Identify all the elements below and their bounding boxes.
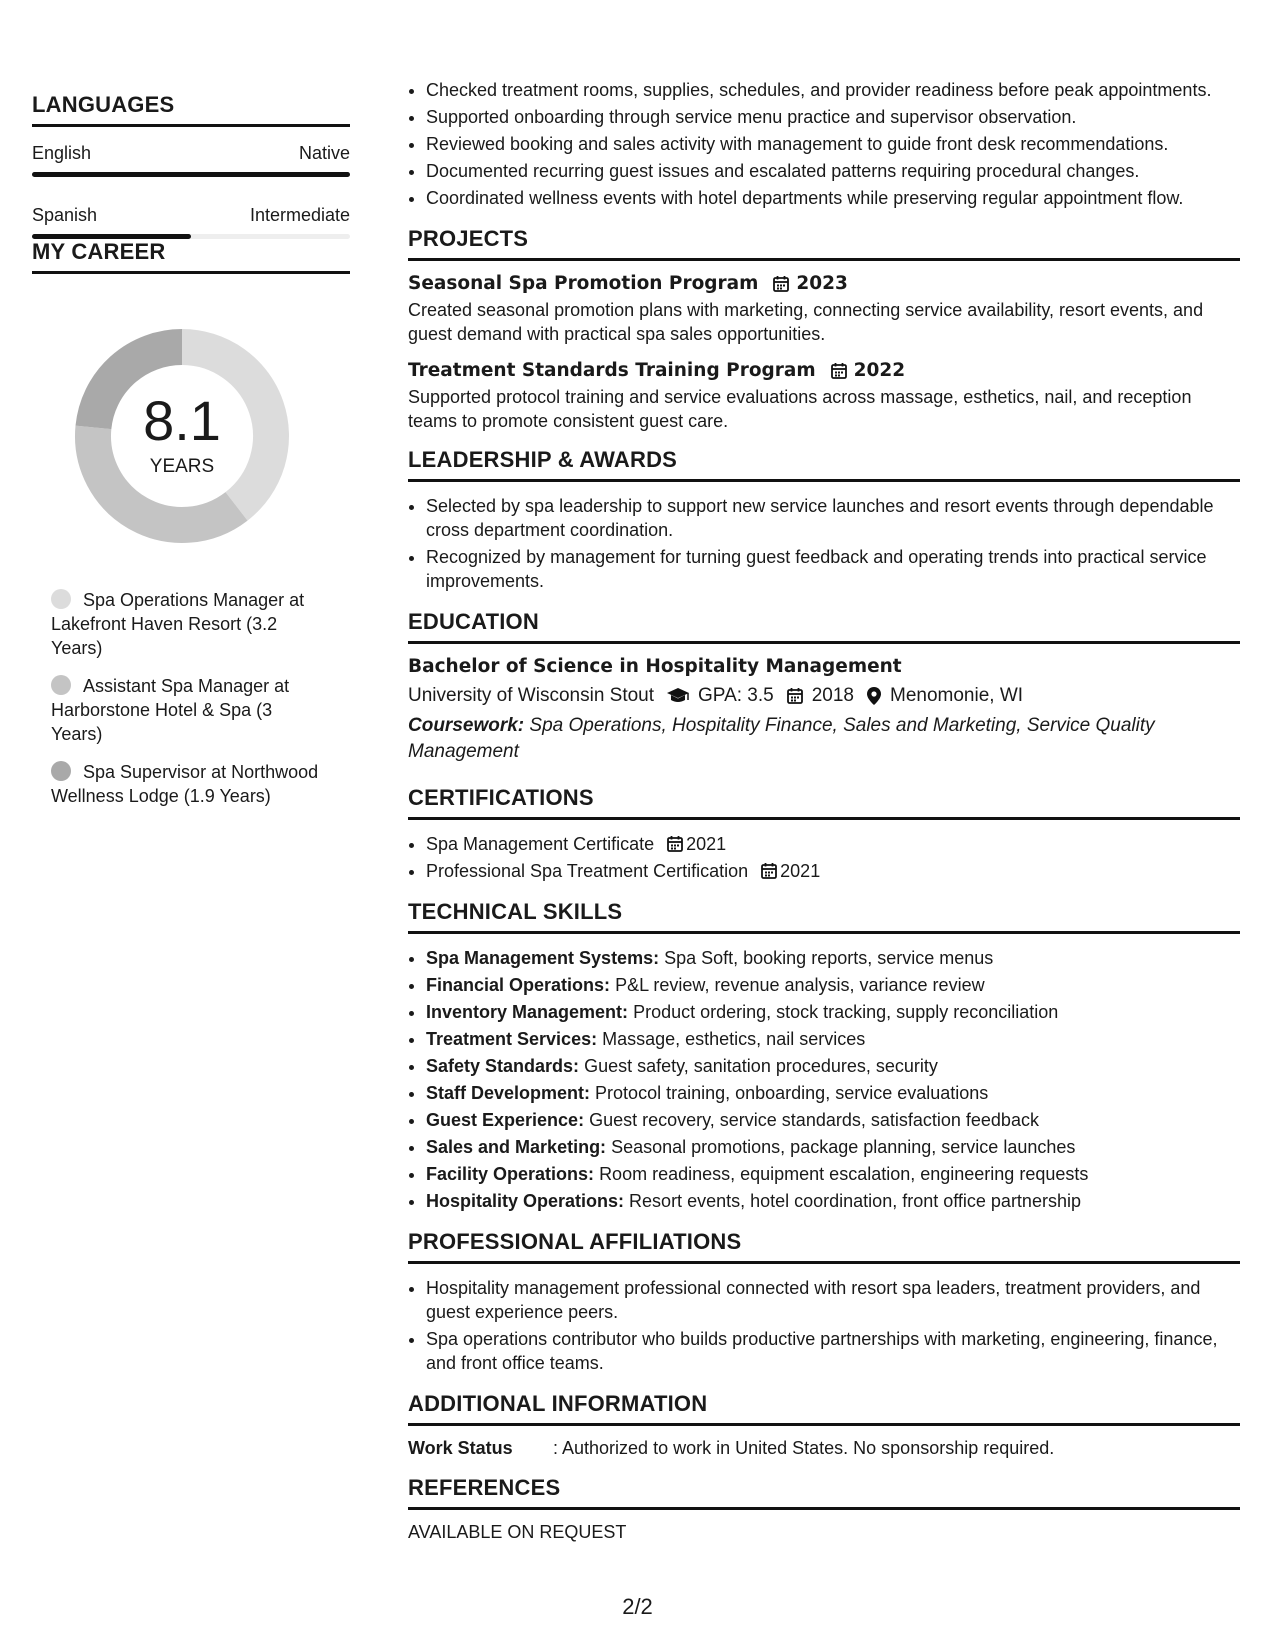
affiliation-item: • Spa operations contributor who builds productive partnerships with marketing, engineering, finance, and front office teams. xyxy=(426,1327,1240,1375)
work-status-value: : Authorized to work in United States. No sponsorship required. xyxy=(553,1438,1055,1458)
skill-item xyxy=(426,1054,1240,1078)
experience-bullet: • Coordinated wellness events with hotel departments while preserving regular appointment flow. xyxy=(426,186,1240,210)
legend-dot-icon xyxy=(51,675,71,695)
education-coursework xyxy=(408,713,1240,765)
skill-values: Room readiness, equipment escalation, engineering requests xyxy=(599,1164,1089,1184)
skill-values: Spa Soft, booking reports, service menus xyxy=(664,948,994,968)
certifications-list xyxy=(408,832,1240,883)
career-legend-item xyxy=(51,588,321,660)
skill-item xyxy=(426,1162,1240,1186)
education-gpa: GPA: 3.5 xyxy=(698,685,774,706)
additional-info-heading: ADDITIONAL INFORMATION xyxy=(408,1391,1240,1426)
skill-category: Treatment Services: xyxy=(426,1029,598,1049)
skill-item xyxy=(426,1000,1240,1024)
project-description: Supported protocol training and service evaluations across massage, esthetics, nail, and reception teams to promote consistent guest care. xyxy=(408,387,1192,431)
education-location: Menomonie, WI xyxy=(890,685,1024,706)
affiliations-list xyxy=(408,1276,1240,1375)
language-proficiency-fill xyxy=(32,172,350,177)
career-years-label: YEARS xyxy=(149,456,215,477)
references-heading: REFERENCES xyxy=(408,1475,1240,1510)
skills-heading: TECHNICAL SKILLS xyxy=(408,899,1240,934)
certifications-heading: CERTIFICATIONS xyxy=(408,785,1240,820)
work-status-label: Work Status xyxy=(408,1438,513,1458)
skill-category: Safety Standards: xyxy=(426,1056,580,1076)
graduation-cap-icon xyxy=(666,687,690,705)
skill-category: Sales and Marketing: xyxy=(426,1137,607,1157)
skill-item xyxy=(426,1189,1240,1213)
leadership-list xyxy=(408,494,1240,593)
career-legend-item xyxy=(51,760,321,808)
certification-year: 2021 xyxy=(780,861,821,881)
leadership-item: • Selected by spa leadership to support new service launches and resort events through dependable cross department coordination. xyxy=(426,494,1240,542)
legend-dot-icon xyxy=(51,761,71,781)
skill-item xyxy=(426,1027,1240,1051)
left-column xyxy=(32,92,350,822)
language-level: Native xyxy=(298,143,350,163)
skill-item xyxy=(426,946,1240,970)
coursework-list: Spa Operations, Hospitality Finance, Sales and Marketing, Service Quality Management xyxy=(408,715,1155,762)
skill-values: Product ordering, stock tracking, supply reconciliation xyxy=(633,1002,1059,1022)
career-total-years: 8.1 xyxy=(143,389,221,452)
skill-item xyxy=(426,973,1240,997)
career-donut xyxy=(64,318,300,554)
skill-category: Guest Experience: xyxy=(426,1110,585,1130)
language-proficiency-bar xyxy=(32,234,350,239)
language-level: Intermediate xyxy=(249,205,350,225)
project-name: Seasonal Spa Promotion Program xyxy=(408,273,759,294)
calendar-icon xyxy=(772,275,790,293)
language-name: Spanish xyxy=(32,205,98,225)
experience-bullet: • Supported onboarding through service menu practice and supervisor observation. xyxy=(426,105,1240,129)
calendar-icon xyxy=(760,862,778,880)
career-role: Assistant Spa Manager at Harborstone Hotel & Spa (3 Years) xyxy=(51,676,290,744)
language-proficiency-fill xyxy=(32,234,191,239)
education-degree: Bachelor of Science in Hospitality Management xyxy=(408,656,902,677)
skill-values: Guest safety, sanitation procedures, security xyxy=(584,1056,938,1076)
certification-name: • Spa Management Certificate xyxy=(426,834,655,854)
career-legend xyxy=(32,588,350,808)
location-pin-icon xyxy=(866,686,882,706)
skill-category: Spa Management Systems: xyxy=(426,948,660,968)
experience-bullet: • Checked treatment rooms, supplies, schedules, and provider readiness before peak appointments. xyxy=(426,78,1240,102)
skill-values: P&L review, revenue analysis, variance review xyxy=(615,975,985,995)
language-proficiency-bar xyxy=(32,172,350,177)
calendar-icon xyxy=(666,835,684,853)
certification-year: 2021 xyxy=(686,834,727,854)
right-column xyxy=(408,78,1240,1543)
projects-heading: PROJECTS xyxy=(408,226,1240,261)
language-name: English xyxy=(32,143,92,163)
education-heading: EDUCATION xyxy=(408,609,1240,644)
career-legend-item xyxy=(51,674,321,746)
education-school: University of Wisconsin Stout xyxy=(408,685,655,706)
experience-bullet: • Documented recurring guest issues and escalated patterns requiring procedural changes. xyxy=(426,159,1240,183)
calendar-icon xyxy=(786,687,804,705)
education-year: 2018 xyxy=(811,685,854,706)
project-name: Treatment Standards Training Program xyxy=(408,360,816,381)
skill-values: Massage, esthetics, nail services xyxy=(602,1029,866,1049)
skill-item xyxy=(426,1108,1240,1132)
skill-category: Staff Development: xyxy=(426,1083,591,1103)
affiliations-heading: PROFESSIONAL AFFILIATIONS xyxy=(408,1229,1240,1264)
skill-values: Protocol training, onboarding, service evaluations xyxy=(595,1083,989,1103)
language-item xyxy=(32,143,350,177)
skill-category: Hospitality Operations: xyxy=(426,1191,625,1211)
career-role: Spa Supervisor at Northwood Wellness Lodge (1.9 Years) xyxy=(51,762,319,806)
coursework-label: Coursework: xyxy=(408,715,525,736)
affiliation-item: • Hospitality management professional connected with resort spa leaders, treatment providers, and guest experience peers. xyxy=(426,1276,1240,1324)
project-item xyxy=(408,273,1240,346)
leadership-heading: LEADERSHIP & AWARDS xyxy=(408,447,1240,482)
certification-name: • Professional Spa Treatment Certification xyxy=(426,861,749,881)
career-role: Spa Operations Manager at Lakefront Haven Resort (3.2 Years) xyxy=(51,590,305,658)
project-description: Created seasonal promotion plans with marketing, connecting service availability, resort events, and guest demand with practical spa sales opportunities. xyxy=(408,300,1204,344)
experience-bullet: • Reviewed booking and sales activity with management to guide front desk recommendations. xyxy=(426,132,1240,156)
project-year: 2022 xyxy=(853,360,906,381)
skill-item xyxy=(426,1135,1240,1159)
skill-values: Guest recovery, service standards, satisfaction feedback xyxy=(589,1110,1039,1130)
legend-dot-icon xyxy=(51,589,71,609)
leadership-item: • Recognized by management for turning guest feedback and operating trends into practical service improvements. xyxy=(426,545,1240,593)
skill-category: Financial Operations: xyxy=(426,975,611,995)
skill-values: Seasonal promotions, package planning, service launches xyxy=(611,1137,1076,1157)
skills-list xyxy=(408,946,1240,1213)
references-text: AVAILABLE ON REQUEST xyxy=(408,1522,627,1542)
skill-values: Resort events, hotel coordination, front office partnership xyxy=(629,1191,1081,1211)
education-details xyxy=(408,685,1240,707)
experience-bullets xyxy=(408,78,1240,210)
project-year: 2023 xyxy=(796,273,848,294)
language-item xyxy=(32,205,350,239)
project-item xyxy=(408,360,1240,433)
certification-item xyxy=(426,859,1240,883)
skill-category: Inventory Management: xyxy=(426,1002,629,1022)
skill-category: Facility Operations: xyxy=(426,1164,595,1184)
page-number: 2/2 xyxy=(622,1594,653,1619)
certification-item xyxy=(426,832,1240,856)
skill-item xyxy=(426,1081,1240,1105)
calendar-icon xyxy=(830,362,848,380)
work-status-row xyxy=(408,1438,1240,1459)
career-heading: MY CAREER xyxy=(32,239,350,274)
languages-heading: LANGUAGES xyxy=(32,92,350,127)
